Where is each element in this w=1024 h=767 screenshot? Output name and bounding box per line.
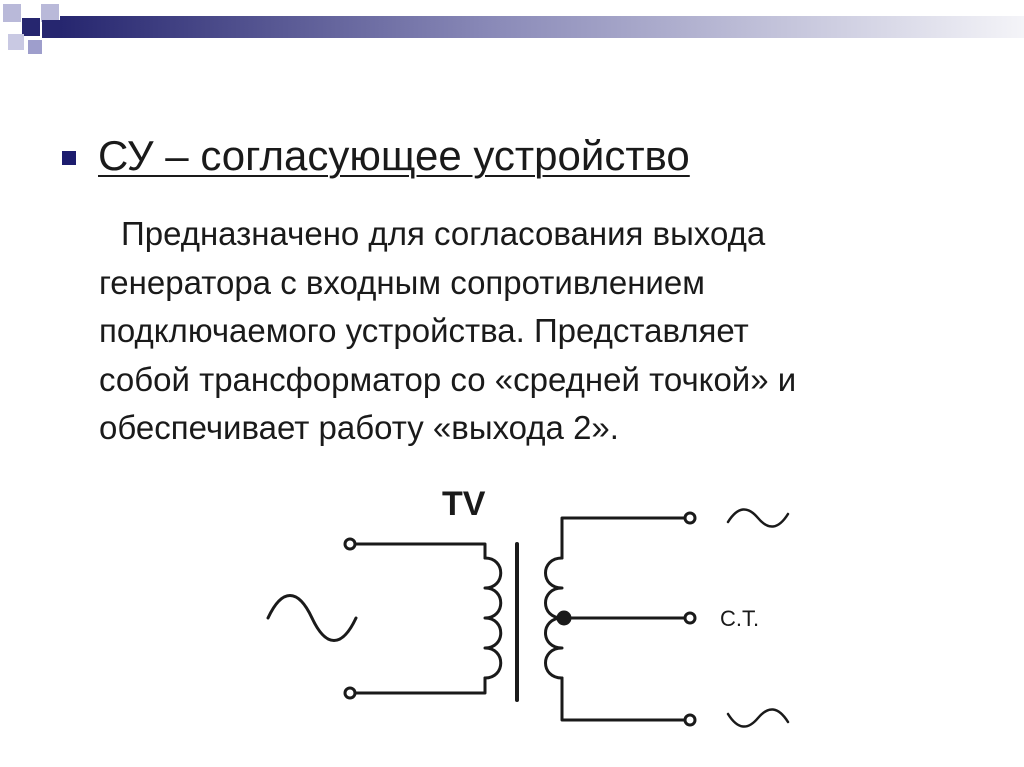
deco-square — [22, 18, 40, 36]
deco-square — [28, 40, 42, 54]
header-gradient-bar — [60, 16, 1024, 38]
primary-bottom-wire — [355, 678, 485, 693]
deco-square — [3, 4, 21, 22]
body-line: Предназначено для согласования выхода — [121, 215, 766, 252]
body-paragraph — [99, 210, 979, 453]
body-line: обеспечивает работу «выхода 2». — [99, 409, 619, 446]
slide-heading — [62, 132, 690, 180]
sine-wave-icon — [728, 509, 788, 526]
primary-top-wire — [355, 544, 485, 558]
secondary-top-wire — [562, 518, 685, 558]
center-tap-junction — [558, 612, 570, 624]
corner-decoration — [0, 0, 1024, 60]
output-terminal-top — [685, 513, 695, 523]
slide-title: СУ – согласующее устройство — [98, 132, 690, 179]
input-terminal-bottom — [345, 688, 355, 698]
output-terminal-center — [685, 613, 695, 623]
inverted-sine-wave-icon — [728, 709, 788, 726]
sine-wave-icon — [268, 596, 356, 641]
deco-square — [42, 20, 60, 38]
output-terminal-bottom — [685, 715, 695, 725]
transformer-diagram — [260, 478, 800, 748]
secondary-bottom-wire — [562, 678, 685, 720]
body-line: собой трансформатор со «средней точкой» и — [99, 360, 797, 398]
deco-square — [41, 4, 59, 22]
center-tap-label: С.Т. — [720, 606, 760, 631]
transformer-label: TV — [442, 485, 486, 523]
deco-square — [8, 34, 24, 50]
body-line: подключаемого устройства. Представляет — [99, 312, 749, 349]
body-line: генератора с входным сопротивлением — [99, 263, 705, 301]
bullet-square-icon — [62, 151, 76, 165]
primary-coil — [485, 558, 501, 678]
